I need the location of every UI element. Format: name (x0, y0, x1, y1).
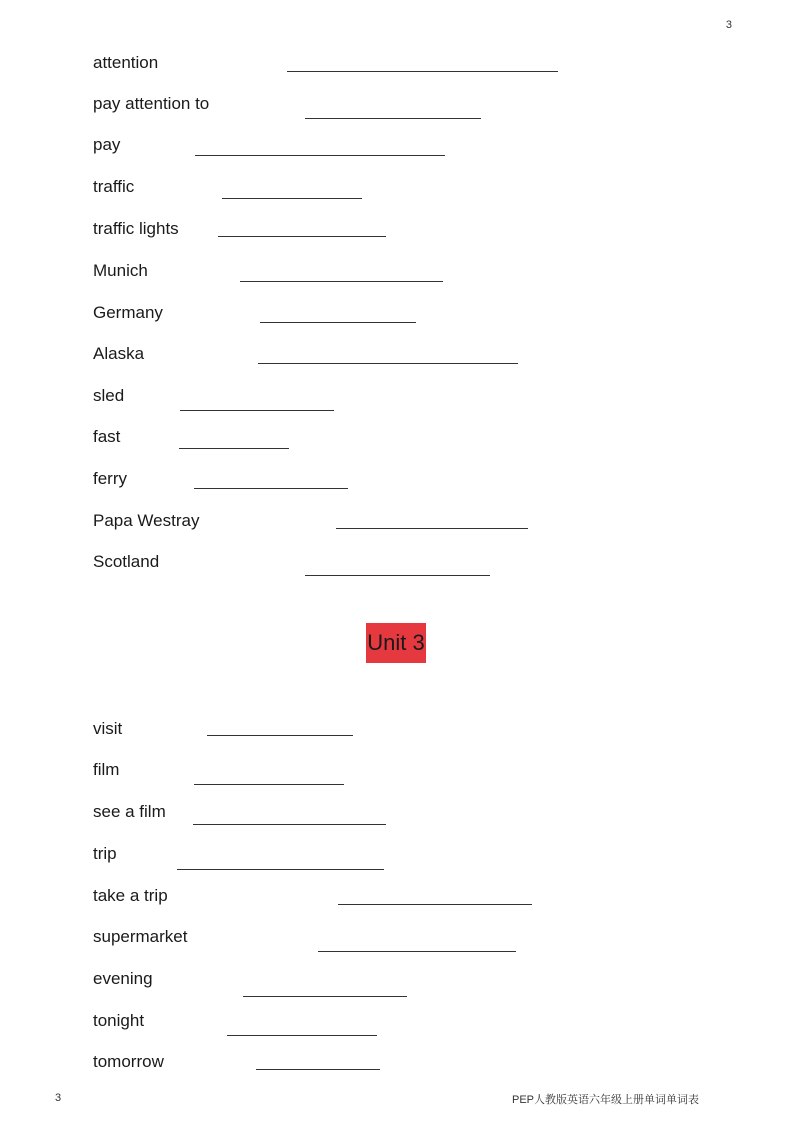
vocab-row (0, 93, 794, 123)
answer-blank[interactable] (194, 784, 344, 785)
vocab-word: Scotland (93, 552, 160, 571)
vocab-word: tomorrow (93, 1052, 164, 1071)
vocab-row (0, 551, 794, 581)
answer-blank[interactable] (243, 996, 407, 997)
vocab-word: evening (93, 969, 153, 988)
vocab-word: ferry (93, 469, 127, 488)
answer-blank[interactable] (195, 155, 445, 156)
vocab-row (0, 1051, 794, 1081)
vocab-row (0, 759, 794, 789)
vocab-word: supermarket (93, 927, 188, 946)
vocab-row (0, 510, 794, 540)
vocab-word: see a film (93, 802, 166, 821)
vocab-row (0, 302, 794, 332)
answer-blank[interactable] (179, 448, 289, 449)
vocab-row (0, 385, 794, 415)
vocab-word: tonight (93, 1011, 145, 1030)
vocab-word: Papa Westray (93, 511, 200, 530)
vocab-word: Alaska (93, 344, 145, 363)
vocab-word: fast (93, 427, 121, 446)
answer-blank[interactable] (336, 528, 528, 529)
vocab-word: traffic (93, 177, 135, 196)
vocab-row (0, 1010, 794, 1040)
vocab-row (0, 260, 794, 290)
answer-blank[interactable] (256, 1069, 380, 1070)
answer-blank[interactable] (258, 363, 518, 364)
vocab-word: traffic lights (93, 219, 179, 238)
vocab-row (0, 926, 794, 956)
vocab-row (0, 426, 794, 456)
vocab-word: take a trip (93, 886, 168, 905)
vocab-row (0, 468, 794, 498)
answer-blank[interactable] (287, 71, 558, 72)
answer-blank[interactable] (194, 488, 348, 489)
answer-blank[interactable] (260, 322, 416, 323)
answer-blank[interactable] (227, 1035, 377, 1036)
answer-blank[interactable] (193, 824, 386, 825)
vocab-word: pay attention to (93, 94, 210, 113)
vocab-row (0, 52, 794, 82)
footer-page-number: 3 (55, 1092, 62, 1104)
vocab-word: visit (93, 719, 123, 738)
answer-blank[interactable] (218, 236, 386, 237)
header-page-number: 3 (725, 19, 732, 31)
vocab-row (0, 176, 794, 206)
vocab-word: Germany (93, 303, 163, 322)
answer-blank[interactable] (305, 118, 481, 119)
answer-blank[interactable] (338, 904, 532, 905)
vocab-row (0, 343, 794, 373)
answer-blank[interactable] (207, 735, 353, 736)
answer-blank[interactable] (240, 281, 443, 282)
vocab-row (0, 843, 794, 873)
vocab-word: trip (93, 844, 117, 863)
vocab-row (0, 885, 794, 915)
vocab-row (0, 968, 794, 998)
vocab-word: film (93, 760, 120, 779)
vocab-word: Munich (93, 261, 148, 280)
answer-blank[interactable] (318, 951, 516, 952)
vocab-word: attention (93, 53, 159, 72)
vocab-row (0, 134, 794, 164)
vocab-word: pay (93, 135, 121, 154)
answer-blank[interactable] (177, 869, 384, 870)
answer-blank[interactable] (305, 575, 490, 576)
vocab-row (0, 801, 794, 831)
answer-blank[interactable] (180, 410, 334, 411)
vocab-word: sled (93, 386, 125, 405)
vocab-row (0, 218, 794, 248)
vocab-row (0, 718, 794, 748)
footer-title: PEP人教版英语六年级上册单词单词表 (512, 1094, 700, 1106)
unit-3-heading: Unit 3 (366, 623, 426, 663)
answer-blank[interactable] (222, 198, 362, 199)
